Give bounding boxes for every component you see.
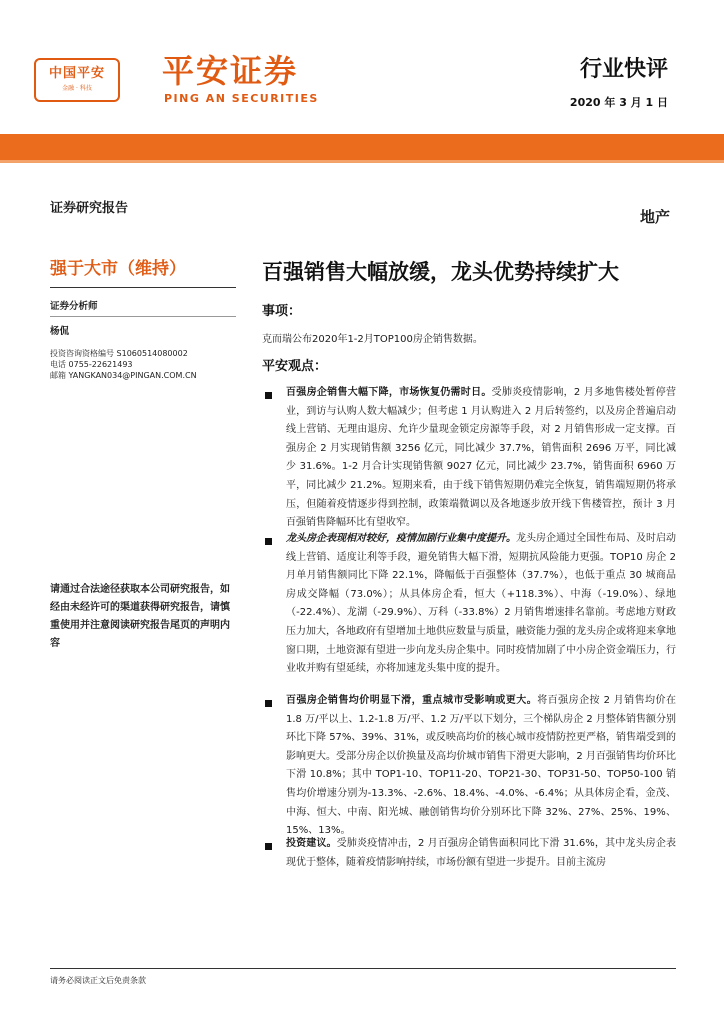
analyst-name: 杨侃 bbox=[50, 326, 70, 337]
bullet-marker bbox=[265, 843, 272, 850]
bullet-marker bbox=[265, 700, 272, 707]
disclaimer-note: 请通过合法途径获取本公司研究报告，如经由未经许可的渠道获得研究报告，请慎重使用并注意阅读研究报告尾页的声明内容 bbox=[50, 584, 230, 649]
industry-rating: 强于大市（维持） bbox=[50, 259, 186, 279]
report-headline: 百强销售大幅放缓，龙头优势持续扩大 bbox=[262, 260, 619, 284]
report-date: 2020 年 3 月 1 日 bbox=[569, 96, 668, 109]
brand-name-cn: 平安证券 bbox=[162, 52, 299, 90]
footer-divider bbox=[50, 968, 676, 969]
company-logo bbox=[34, 58, 120, 102]
divider bbox=[50, 316, 236, 317]
logo-sub-text: 金融 · 科技 bbox=[62, 85, 92, 92]
sector-label: 地产 bbox=[639, 208, 670, 226]
analyst-phone: 电话 0755-22621493 bbox=[50, 360, 133, 369]
bullet-marker bbox=[265, 538, 272, 545]
bullet-marker bbox=[265, 392, 272, 399]
analyst-label: 证券分析师 bbox=[50, 301, 98, 312]
bullet-paragraph bbox=[286, 384, 676, 533]
analyst-email[interactable]: 邮箱 YANGKAN034@PINGAN.COM.CN bbox=[50, 371, 197, 380]
bullet-paragraph bbox=[286, 692, 676, 841]
analyst-contact bbox=[50, 348, 197, 381]
bullet-body: 将百强房企按 2 月销售均价在 1.8 万/平以上、1.2-1.8 万/平、1.2 万/平以下划分，三个梯队房企 2 月整体销售额分别环比下降 57%、39%、31%，或反映高均价的核心城市疫情防控更严格，销售端受到的影响更大。受部分房企以价换量及高均价城市销售下滑更大影响，2 月百强销售均价环比下滑 10.8%；其中 TOP1-10、TOP11-20、TOP21-30、TOP31-50、TOP50-100 销售均价增速分别为-13.3%、-2.6%、18.4%、-4.0%、-6.4%；从具体房企看，金茂、中海、恒大、中南、阳光城、融创销售均价分别环比下降 32%、27%、25%、19%、15%、13%。 bbox=[286, 695, 676, 837]
bullet-lead: 龙头房企表现相对较好，疫情加剧行业集中度提升。 bbox=[286, 533, 516, 544]
bullet-lead: 百强房企销售大幅下降，市场恢复仍需时日。 bbox=[286, 387, 492, 398]
header-band bbox=[0, 134, 724, 160]
event-heading: 事项： bbox=[262, 304, 302, 319]
event-text: 克而瑞公布2020年1-2月TOP100房企销售数据。 bbox=[262, 334, 483, 345]
report-type: 行业快评 bbox=[579, 57, 668, 82]
logo-main-text: 中国平安 bbox=[48, 66, 105, 81]
bullet-body: 受肺炎疫情冲击，2 月百强房企销售面积同比下滑 31.6%，其中龙头房企表现优于整体，随着疫情影响持续，市场份额有望进一步提升。目前主流房 bbox=[286, 838, 676, 868]
bullet-lead: 投资建议。 bbox=[286, 838, 337, 849]
bullet-paragraph bbox=[286, 835, 676, 872]
bullet-body: 龙头房企通过全国性布局、及时启动线上营销、适度让利等手段，避免销售大幅下滑，短期抗风险能力更强。TOP10 房企 2 月单月销售额同比下降 22.1%，降幅低于百强整体（37.7%），也低于重点 30 城商品房成交降幅（73.0%）；从具体房企看，恒大（+118.3%）、中海（-19.0%）、绿地（-22.4%）、龙湖（-29.9%）、万科（-33.8%）2 月销售增速排名靠前。考虑地方财政压力加大，各地政府有望增加土地供应数量与质量，融资能力强的龙头房企或将迎来拿地窗口期，土地资源有望进一步向龙头房企集中。同时疫情加剧了中小房企资金端压力，行业收并购有望延续，亦将加速龙头集中度的提升。 bbox=[286, 533, 676, 675]
view-heading: 平安观点： bbox=[262, 359, 328, 374]
footer-note: 请务必阅读正文后免责条款 bbox=[50, 976, 146, 985]
bullet-lead: 百强房企销售均价明显下滑，重点城市受影响或更大。 bbox=[286, 695, 538, 706]
bullet-body: 受肺炎疫情影响，2 月多地售楼处暂停营业，到访与认购人数大幅减少；但考虑 1 月认购进入 2 月后转签约，以及房企普遍启动线上营销、无理由退房、允许少量现金锁定房源等手段，对 2 月销售形成一定支撑。百强房企 2 月实现销售额 3256 亿元，同比减少 37.7%，销售面积 2696 万平，同比减少 31.6%。1-2 月合计实现销售额 9027 亿元，同比减少 23.7%，销售面积 6960 万平，同比减少 21.2%。短期来看，由于线下销售短期仍难完全恢复，销售端短期仍将承压，但随着疫情逐步得到控制，政策端微调以及各地逐步放开线下售楼管控，预计 3 月百强销售降幅环比有望收窄。 bbox=[286, 387, 676, 529]
header-band-line bbox=[0, 160, 724, 163]
analyst-license: 投资咨询资格编号 S1060514080002 bbox=[50, 349, 188, 358]
brand-name-en: PING AN SECURITIES bbox=[164, 92, 319, 105]
series-title: 证券研究报告 bbox=[50, 201, 129, 216]
bullet-paragraph bbox=[286, 530, 676, 679]
divider bbox=[50, 287, 236, 288]
